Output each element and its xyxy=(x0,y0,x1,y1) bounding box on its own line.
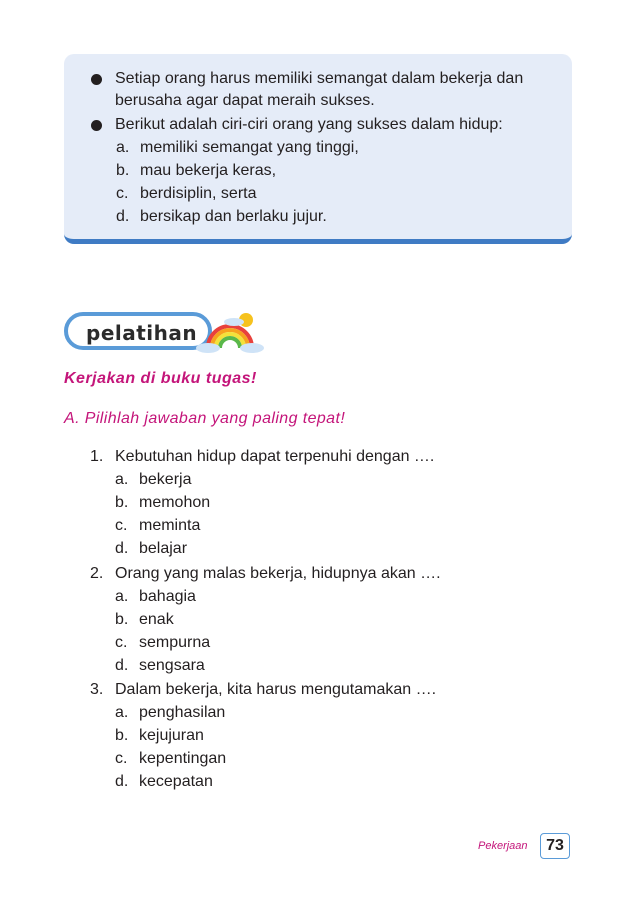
trait-item xyxy=(116,137,359,159)
option-letter: c. xyxy=(115,517,128,534)
trait-item xyxy=(116,183,257,205)
option-letter: a. xyxy=(115,704,129,721)
option-text: kejujuran xyxy=(139,727,204,744)
option-letter: b. xyxy=(115,494,129,511)
option-text: meminta xyxy=(139,517,201,534)
option-text: belajar xyxy=(139,540,188,557)
trait-item xyxy=(116,160,276,182)
bullet-dot-icon xyxy=(91,120,102,131)
question-text: Kebutuhan hidup dapat terpenuhi dengan …. xyxy=(115,448,435,465)
trait-text: berdisiplin, serta xyxy=(140,185,257,202)
trait-text: bersikap dan berlaku jujur. xyxy=(140,208,327,225)
option-letter: a. xyxy=(115,588,129,605)
option-letter: d. xyxy=(115,773,129,790)
trait-letter: a. xyxy=(116,139,130,156)
option-text: kecepatan xyxy=(139,773,213,790)
option-text: kepentingan xyxy=(139,750,227,767)
answer-option xyxy=(115,515,200,537)
answer-option xyxy=(115,609,174,631)
trait-text: memiliki semangat yang tinggi, xyxy=(140,139,359,156)
summary-bullet-text: Berikut adalah ciri-ciri orang yang sukses dalam hidup: xyxy=(115,116,503,133)
option-text: sempurna xyxy=(139,634,211,651)
option-text: bahagia xyxy=(139,588,196,605)
question-text: Dalam bekerja, kita harus mengutamakan …. xyxy=(115,681,437,698)
trait-item xyxy=(116,206,327,228)
option-letter: c. xyxy=(115,750,128,767)
answer-option xyxy=(115,748,226,770)
option-text: sengsara xyxy=(139,657,205,674)
question-number: 1. xyxy=(90,448,104,465)
rainbow-cloud-icon xyxy=(194,308,264,354)
option-text: enak xyxy=(139,611,174,628)
bullet-dot-icon xyxy=(91,74,102,85)
option-text: penghasilan xyxy=(139,704,226,721)
answer-option xyxy=(115,632,210,654)
pelatihan-banner xyxy=(64,308,264,354)
summary-box xyxy=(64,54,572,244)
option-letter: d. xyxy=(115,540,129,557)
instruction-text: Kerjakan di buku tugas! xyxy=(64,370,257,387)
section-a-heading: A. Pilihlah jawaban yang paling tepat! xyxy=(64,410,346,427)
question-text: Orang yang malas bekerja, hidupnya akan …. xyxy=(115,565,441,582)
option-letter: b. xyxy=(115,611,129,628)
banner-label: pelatihan xyxy=(86,321,198,345)
answer-option xyxy=(115,469,191,491)
answer-option xyxy=(115,538,187,560)
answer-option xyxy=(115,725,204,747)
option-letter: a. xyxy=(115,471,129,488)
trait-text: mau bekerja keras, xyxy=(140,162,277,179)
trait-letter: b. xyxy=(116,162,130,179)
summary-bullet-text: Setiap orang harus memiliki semangat dalam bekerja dan berusaha agar dapat meraih sukses. xyxy=(115,70,524,109)
option-letter: c. xyxy=(115,634,128,651)
question-number: 2. xyxy=(90,565,104,582)
answer-option xyxy=(115,702,225,724)
question-number: 3. xyxy=(90,681,104,698)
banner-pill xyxy=(64,312,212,350)
option-text: memohon xyxy=(139,494,211,511)
trait-letter: c. xyxy=(116,185,129,202)
answer-option xyxy=(115,492,210,514)
answer-option xyxy=(115,771,213,793)
option-text: bekerja xyxy=(139,471,192,488)
answer-option xyxy=(115,586,196,608)
page-number: 73 xyxy=(540,833,570,859)
answer-option xyxy=(115,655,205,677)
trait-letter: d. xyxy=(116,208,130,225)
footer-chapter-label: Pekerjaan xyxy=(478,840,528,852)
option-letter: b. xyxy=(115,727,129,744)
option-letter: d. xyxy=(115,657,129,674)
